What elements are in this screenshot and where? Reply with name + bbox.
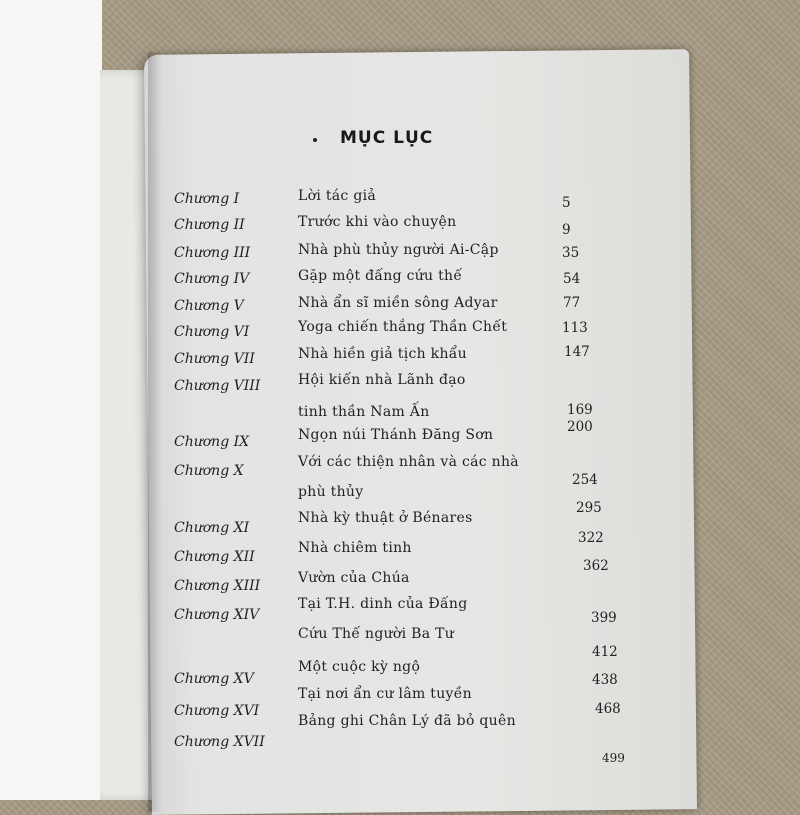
chapter-label: Chương XV (174, 671, 254, 687)
chapter-page-number: 412 (592, 644, 618, 660)
background-sheet (0, 0, 102, 800)
chapter-page-number: 362 (583, 558, 609, 574)
chapter-label: Chương VIII (174, 378, 261, 394)
chapter-page-number: 438 (592, 672, 618, 688)
chapter-title: Nhà hiền giả tịch khẩu (298, 346, 467, 362)
chapter-label: Chương V (174, 298, 244, 314)
chapter-label: Chương VI (174, 324, 250, 340)
chapter-label: Chương XVI (174, 703, 260, 719)
chapter-title: Hội kiến nhà Lãnh đạo (298, 372, 466, 388)
chapter-title: Với các thiện nhân và các nhà (298, 454, 519, 470)
chapter-title: Cứu Thế người Ba Tư (298, 626, 455, 642)
chapter-page-number: 35 (562, 245, 580, 261)
chapter-page-number: 200 (567, 419, 593, 435)
chapter-title: Nhà chiêm tinh (298, 540, 412, 556)
chapter-page-number: 77 (563, 295, 581, 311)
chapter-label: Chương VII (174, 351, 255, 367)
chapter-title: Tại nơi ẩn cư lâm tuyền (298, 686, 472, 702)
chapter-page-number: 147 (564, 344, 590, 360)
chapter-title: Nhà ẩn sĩ miền sông Adyar (298, 295, 498, 311)
chapter-title: Vườn của Chúa (298, 570, 410, 586)
chapter-title: Ngọn núi Thánh Đăng Sơn (298, 427, 494, 443)
chapter-title: Yoga chiến thắng Thần Chết (298, 319, 508, 335)
chapter-label: Chương IX (174, 434, 250, 450)
chapter-title: Bảng ghi Chân Lý đã bỏ quên (298, 713, 516, 729)
chapter-title: Gặp một đấng cứu thế (298, 268, 463, 284)
chapter-title: Tại T.H. dinh của Đấng (298, 596, 468, 612)
chapter-label: Chương I (174, 191, 240, 207)
chapter-page-number: 5 (562, 195, 571, 211)
chapter-page-number: 254 (572, 472, 598, 488)
chapter-label: Chương XIII (174, 578, 261, 594)
chapter-label: Chương XI (174, 520, 250, 536)
chapter-title: tinh thần Nam Ấn (298, 404, 430, 420)
chapter-page-number: 113 (562, 320, 588, 336)
chapter-label: Chương XIV (174, 607, 260, 623)
chapter-label: Chương XVII (174, 734, 265, 750)
chapter-label: Chương III (174, 245, 251, 261)
chapter-page-number: 468 (595, 701, 621, 717)
chapter-page-number: 9 (562, 222, 571, 238)
chapter-title: Trước khi vào chuyện (298, 214, 457, 230)
toc-title: MỤC LỤC (340, 128, 434, 148)
chapter-page-number: 169 (567, 402, 593, 418)
chapter-page-number: 399 (591, 610, 617, 626)
chapter-page-number: 54 (563, 271, 581, 287)
chapter-label: Chương XII (174, 549, 255, 565)
page-fold-shadow (148, 52, 162, 812)
chapter-label: Chương IV (174, 271, 250, 287)
chapter-title: phù thủy (298, 484, 364, 500)
title-dot (313, 138, 317, 142)
chapter-title: Nhà kỳ thuật ở Bénares (298, 510, 473, 526)
chapter-title: Một cuộc kỳ ngộ (298, 659, 421, 675)
chapter-label: Chương X (174, 463, 244, 479)
page-number: 499 (602, 751, 625, 765)
chapter-label: Chương II (174, 217, 245, 233)
chapter-title: Lời tác giả (298, 188, 377, 204)
chapter-page-number: 322 (578, 530, 604, 546)
chapter-page-number: 295 (576, 500, 602, 516)
chapter-title: Nhà phù thủy người Ai-Cập (298, 242, 499, 258)
